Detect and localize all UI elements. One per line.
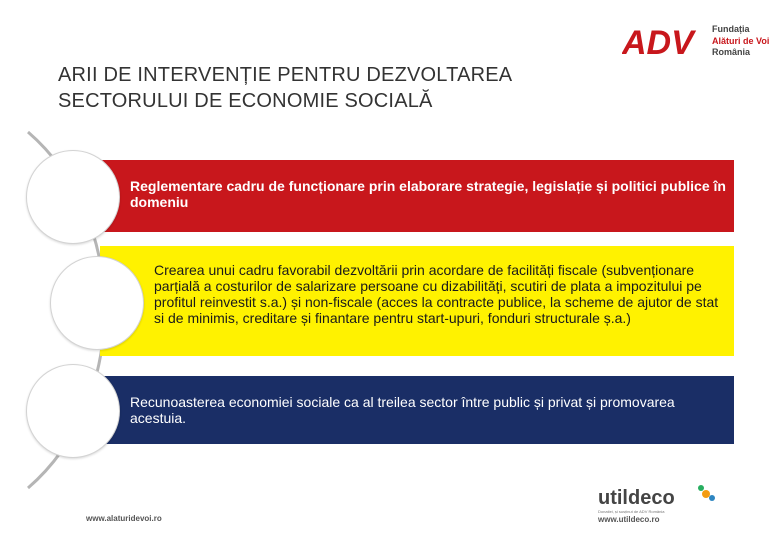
intervention-item-3-text: Recunoasterea economiei sociale ca al treilea sector între public și privat și promovarea acestuia. [130, 394, 675, 426]
utildeco-tagline: Donatiei, și susținut de ADV România [598, 509, 665, 514]
intervention-item-3 [100, 376, 734, 444]
intervention-item-1-text: Reglementare cadru de funcționare prin elaborare strategie, legislație și politici publice în domeniu [130, 178, 726, 210]
adv-logo-line2: Alături de Voi [712, 36, 770, 46]
bullet-circle-3 [26, 364, 120, 458]
utildeco-logo-mark: utildeco [598, 487, 675, 509]
utildeco-website: www.utildeco.ro [598, 515, 660, 524]
slide-title [58, 62, 658, 114]
footer-website: www.alaturidevoi.ro [86, 514, 162, 523]
intervention-item-2 [100, 246, 734, 356]
slide-title-line1: ARII DE INTERVENȚIE PENTRU DEZVOLTAREA [58, 64, 513, 86]
adv-logo-line1: Fundația [712, 24, 750, 34]
adv-logo-mark: ADV [622, 24, 694, 62]
slide-title-line2: SECTORULUI DE ECONOMIE SOCIALĂ [58, 90, 433, 112]
utildeco-logo [598, 480, 718, 524]
intervention-item-2-text: Crearea unui cadru favorabil dezvoltării prin acordare de facilități fiscale (subvenționare parțială a costurilor de salarizare persoane cu dizabilități, scutiri de plata a impozitului pe profitul reinvestit s.a.) și non-fiscale (acces la contracte publice, la scheme de ajutor de stat si de minimis, creditare și finantare pentru start-upuri, fonduri structurale ș.a.) [154, 262, 719, 326]
adv-logo [622, 20, 780, 62]
bullet-circle-1 [26, 150, 120, 244]
bullet-circle-2 [50, 256, 144, 350]
intervention-item-1 [100, 160, 734, 232]
adv-logo-line3: România [712, 47, 751, 57]
